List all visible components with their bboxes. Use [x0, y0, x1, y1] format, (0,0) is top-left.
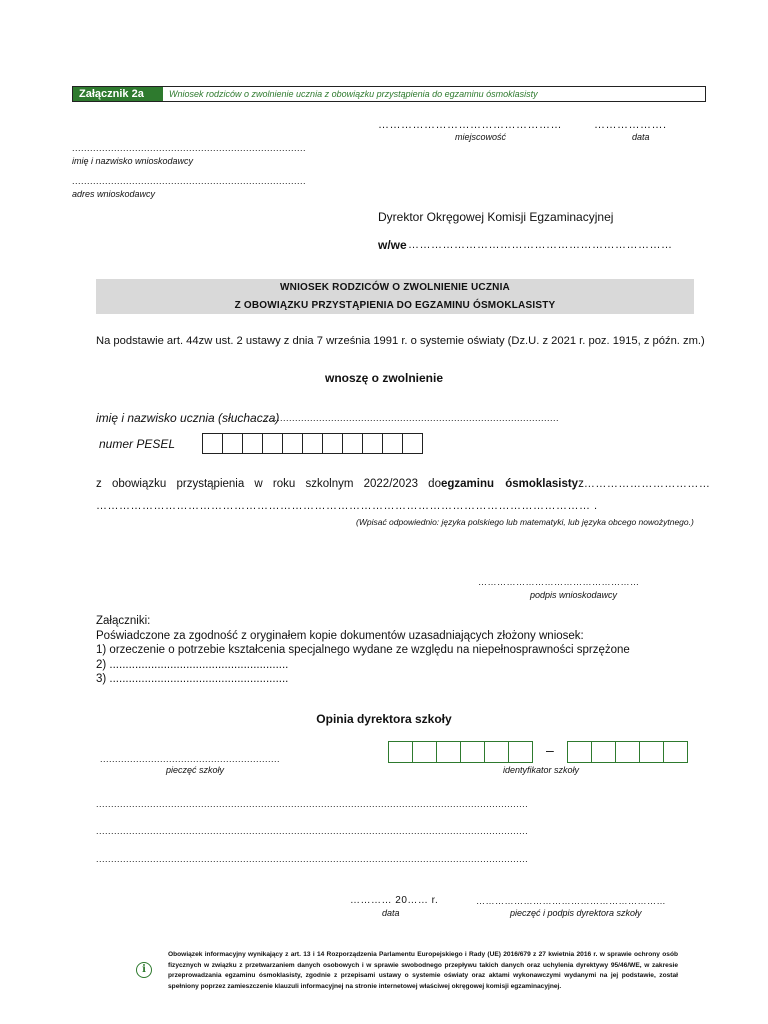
pesel-digit-cell[interactable] [262, 433, 283, 454]
director-signature-field[interactable]: …………………………………………………… [476, 896, 666, 906]
pesel-digit-cell[interactable] [322, 433, 343, 454]
school-id-digit-cell[interactable] [615, 741, 640, 763]
pesel-input[interactable] [202, 433, 422, 454]
school-id-digit-cell[interactable] [591, 741, 616, 763]
form-title-box [96, 279, 694, 314]
pesel-digit-cell[interactable] [362, 433, 383, 454]
info-circle-icon: i [136, 962, 152, 978]
school-id-input-part1[interactable] [388, 741, 532, 763]
obligation-hint: (Wpisać odpowiednio: języka polskiego lub matematyki, lub języka obcego nowożytnego.) [356, 517, 694, 527]
pesel-label: numer PESEL [99, 437, 176, 451]
applicant-name-field[interactable]: .............................................................................. [72, 143, 307, 153]
student-name-label: imię i nazwisko ucznia (słuchacza) [96, 411, 280, 425]
date-label: data [632, 132, 650, 142]
applicant-address-field[interactable]: .............................................................................. [72, 176, 307, 186]
school-id-digit-cell[interactable] [436, 741, 461, 763]
school-id-digit-cell[interactable] [663, 741, 688, 763]
pesel-digit-cell[interactable] [402, 433, 423, 454]
director-date-field[interactable]: ………… 20…… r. [350, 895, 439, 906]
gdpr-info-clause: Obowiązek informacyjny wynikający z art. 13 i 14 Rozporządzenia Parlamentu Europejskiego i Rady (UE) 2016/679 z 27 kwietnia 2016 r. w sprawie ochrony osób fizycznych w związku z przetwarzaniem danych osobowych i w sprawie swobodnego przepływu takich danych oraz uchylenia dyrektywy 95/46/WE, w zakresie przeprowadzania egzaminu ósmoklasisty, zgodnie z przepisami ustawy o systemie oświaty oraz aktami wykonawczymi wydanymi na jej podstawie, został spełniony poprzez zamieszczenie klauzuli informacyjnej na stronie internetowej właściwej okręgowej komisji egzaminacyjnej. [168, 951, 678, 990]
school-stamp-field[interactable]: ............................................................ [100, 754, 281, 764]
place-label: miejscowość [455, 132, 507, 142]
opinion-line-1[interactable]: ................................................................................................................................................ [96, 799, 529, 809]
attachment-item-3[interactable]: 3) ........................................................ [96, 673, 289, 685]
director-opinion-heading: Opinia dyrektora szkoły [316, 712, 452, 726]
attachment-header [72, 86, 706, 102]
attachment-title: Wniosek rodziców o zwolnienie ucznia z obowiązku przystąpienia do egzaminu ósmoklasisty [169, 89, 538, 99]
recipient-title: Dyrektor Okręgowej Komisji Egzaminacyjnej [378, 210, 614, 224]
attachments-intro: Poświadczone za zgodność z oryginałem kopie dokumentów uzasadniających złożony wniosek: [96, 629, 584, 642]
obligation-subject-field-2[interactable]: ………………………………………………………………………………………………………………… . [96, 500, 598, 512]
pesel-digit-cell[interactable] [222, 433, 243, 454]
school-id-dash: – [546, 742, 554, 758]
school-id-digit-cell[interactable] [460, 741, 485, 763]
attachments-section [96, 614, 630, 687]
pesel-digit-cell[interactable] [202, 433, 223, 454]
attachments-heading: Załączniki: [96, 615, 151, 627]
attachment-item-1: 1) orzeczenie o potrzebie kształcenia specjalnego wydane ze względu na niepełnosprawności sprzężone [96, 644, 630, 656]
applicant-signature-field[interactable]: …………………………………………… [478, 577, 640, 587]
school-id-digit-cell[interactable] [567, 741, 592, 763]
obligation-line [96, 478, 711, 490]
obligation-subject-field[interactable]: …………………………… [583, 478, 711, 490]
pesel-digit-cell[interactable] [302, 433, 323, 454]
director-signature-label: pieczęć i podpis dyrektora szkoły [510, 908, 642, 918]
place-field[interactable]: ………………………………………… [378, 119, 562, 131]
pesel-digit-cell[interactable] [382, 433, 403, 454]
pesel-digit-cell[interactable] [282, 433, 303, 454]
obligation-suffix: z [578, 478, 584, 490]
opinion-line-3[interactable]: ................................................................................................................................................ [96, 854, 529, 864]
school-id-digit-cell[interactable] [508, 741, 533, 763]
pesel-digit-cell[interactable] [242, 433, 263, 454]
legal-basis: Na podstawie art. 44zw ust. 2 ustawy z dnia 7 września 1991 r. o systemie oświaty (Dz.U. z 2021 r. poz. 1915, z późn. zm.) [96, 335, 705, 347]
school-id-digit-cell[interactable] [639, 741, 664, 763]
school-id-digit-cell[interactable] [484, 741, 509, 763]
applicant-name-label: imię i nazwisko wnioskodawcy [72, 156, 194, 166]
applicant-signature-label: podpis wnioskodawcy [530, 590, 618, 600]
form-title-line2: Z OBOWIĄZKU PRZYSTĄPIENIA DO EGZAMINU ÓSMOKLASISTY [234, 300, 556, 311]
school-id-input-part2[interactable] [567, 741, 687, 763]
request-heading: wnoszę o zwolnienie [324, 371, 443, 385]
attachment-tag: Załącznik 2a [73, 87, 163, 101]
applicant-address-label: adres wnioskodawcy [72, 189, 156, 199]
form-title-line1: WNIOSEK RODZICÓW O ZWOLNIENIE UCZNIA [280, 282, 510, 293]
attachment-item-2[interactable]: 2) ........................................................ [96, 658, 289, 671]
pesel-digit-cell[interactable] [342, 433, 363, 454]
recipient-city-field[interactable]: …………………………………………………………… [408, 239, 673, 251]
opinion-line-2[interactable]: ................................................................................................................................................ [96, 826, 529, 836]
student-name-field[interactable]: .................................................................................................. [265, 413, 560, 423]
recipient-city-label: w/we [378, 238, 407, 252]
school-id-digit-cell[interactable] [388, 741, 413, 763]
school-id-label: identyfikator szkoły [503, 765, 580, 775]
obligation-exam: egzaminu ósmoklasisty [440, 478, 579, 490]
school-id-digit-cell[interactable] [412, 741, 437, 763]
school-stamp-label: pieczęć szkoły [166, 765, 225, 775]
director-date-label: data [382, 908, 400, 918]
obligation-prefix: z obowiązku przystąpienia w roku szkolnym 2022/2023 do [96, 478, 441, 490]
date-field[interactable]: ………………. [594, 119, 667, 131]
